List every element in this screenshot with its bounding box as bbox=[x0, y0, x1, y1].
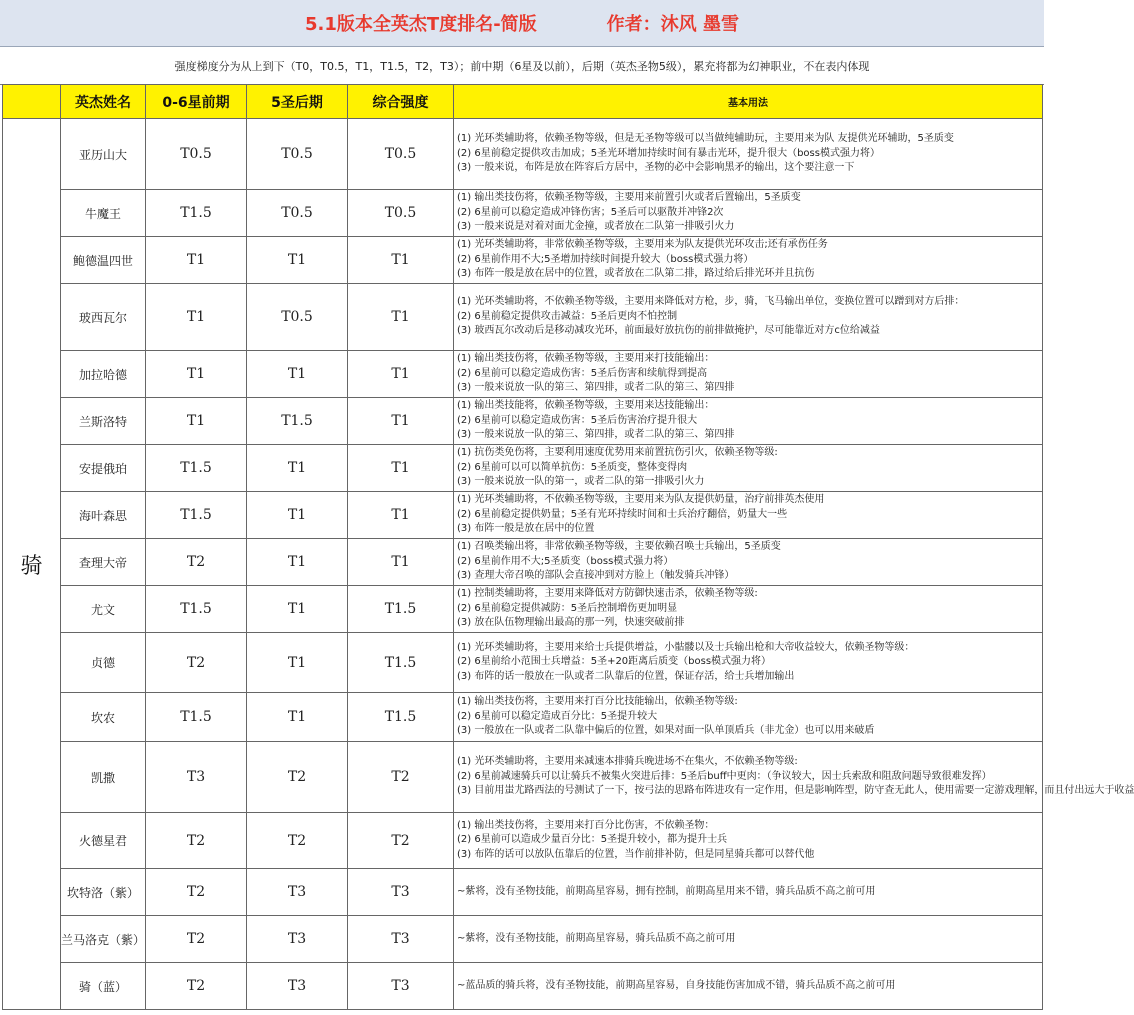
usage-line: (3) 一般来说放一队的第三、第四排，或者二队的第三、第四排 bbox=[457, 429, 735, 441]
usage-line: (3) 一般来说放一队的第一，或者二队的第一排吸引火力 bbox=[457, 476, 705, 488]
late-tier-cell: T1 bbox=[247, 539, 348, 586]
late-tier-cell: T0.5 bbox=[247, 190, 348, 237]
usage-cell bbox=[454, 398, 1043, 445]
late-tier-cell: T2 bbox=[247, 813, 348, 869]
usage-line: (2) 6星前可以稳定造成伤害：5圣后伤害和续航得到提高 bbox=[457, 367, 708, 379]
usage-line: (1) 输出类技伤将，依赖圣物等级，主要用来前置引火或者后置输出，5圣质变 bbox=[457, 192, 801, 204]
usage-cell bbox=[454, 916, 1043, 963]
description-text: 强度梯度分为从上到下（T0，T0.5，T1，T1.5，T2，T3）；前中期（6星及以前），后期（英杰圣物5级），累充将都为幻神职业，不在表内体现 bbox=[0, 47, 1044, 85]
hero-name-cell: 查理大帝 bbox=[61, 539, 146, 586]
usage-cell bbox=[454, 190, 1043, 237]
usage-line: (2) 6星前给小范围士兵增益：5圣+20距离后质变（boss模式强力将） bbox=[457, 656, 772, 668]
usage-line: (1) 输出类技能将，依赖圣物等级，主要用来达技能输出： bbox=[457, 400, 715, 412]
usage-line: (2) 6星前可以可以简单抗伤：5圣质变，整体变得肉 bbox=[457, 461, 688, 473]
hero-name-cell: 安提俄珀 bbox=[61, 445, 146, 492]
late-tier-cell: T1 bbox=[247, 237, 348, 284]
usage-line: (1) 输出类技伤将，主要用来打百分比伤害，不依赖圣物： bbox=[457, 819, 715, 831]
early-tier-cell: T1 bbox=[146, 284, 247, 351]
table-row bbox=[3, 963, 1043, 1010]
early-tier-cell: T2 bbox=[146, 813, 247, 869]
usage-line: ~紫将，没有圣物技能，前期高星容易，骑兵品质不高之前可用 bbox=[457, 932, 736, 944]
col-header-usage: 基本用法 bbox=[454, 85, 1043, 119]
late-tier-cell: T1 bbox=[247, 492, 348, 539]
table-row bbox=[3, 119, 1043, 190]
usage-cell bbox=[454, 492, 1043, 539]
overall-tier-cell: T1 bbox=[348, 445, 454, 492]
late-tier-cell: T1 bbox=[247, 445, 348, 492]
overall-tier-cell: T1 bbox=[348, 539, 454, 586]
usage-line: (3) 一般来说，布阵是放在阵容后方居中，圣物的必中会影响黑矛的输出，这个要注意一下 bbox=[457, 162, 855, 174]
usage-line: ~蓝品质的骑兵将，没有圣物技能，前期高星容易，自身技能伤害加成不错，骑兵品质不高之前可用 bbox=[457, 979, 896, 991]
table-row bbox=[3, 445, 1043, 492]
usage-line: (3) 布阵的话一般放在一队或者二队靠后的位置，保证存活，给士兵增加输出 bbox=[457, 670, 795, 682]
early-tier-cell: T2 bbox=[146, 963, 247, 1010]
hero-name-cell: 贞德 bbox=[61, 633, 146, 693]
early-tier-cell: T2 bbox=[146, 539, 247, 586]
late-tier-cell: T2 bbox=[247, 742, 348, 813]
usage-line: (3) 目前用蚩尤路西法的号测试了一下，按弓法的思路布阵进攻有一定作用，但是影响阵型，防守查无此人，使用需要一定游戏理解，而且付出远大于收益 bbox=[457, 785, 1134, 797]
table-row bbox=[3, 742, 1043, 813]
overall-tier-cell: T2 bbox=[348, 742, 454, 813]
usage-line: (1) 抗伤类免伤将，主要利用速度优势用来前置抗伤引火，依赖圣物等级: bbox=[457, 447, 778, 459]
table-row bbox=[3, 869, 1043, 916]
usage-cell bbox=[454, 119, 1043, 190]
col-header-early: 0-6星前期 bbox=[146, 85, 247, 119]
early-tier-cell: T1 bbox=[146, 398, 247, 445]
late-tier-cell: T1 bbox=[247, 586, 348, 633]
overall-tier-cell: T1 bbox=[348, 237, 454, 284]
corner-cell bbox=[3, 85, 61, 119]
table-row bbox=[3, 190, 1043, 237]
overall-tier-cell: T1 bbox=[348, 284, 454, 351]
late-tier-cell: T3 bbox=[247, 963, 348, 1010]
late-tier-cell: T3 bbox=[247, 869, 348, 916]
usage-line: (1) 光环类辅助将，不依赖圣物等级，主要用来为队友提供奶量，治疗前排英杰使用 bbox=[457, 494, 825, 506]
usage-line: (2) 6星前作用不大;5圣增加持续时间提升较大（boss模式强力将） bbox=[457, 253, 754, 265]
hero-name-cell: 骑（蓝） bbox=[61, 963, 146, 1010]
table-row bbox=[3, 284, 1043, 351]
usage-line: (1) 光环类辅助将，依赖圣物等级，但是无圣物等级可以当做纯辅助玩，主要用来为队 友提供光环辅助，5圣质变 bbox=[457, 133, 954, 145]
table-row bbox=[3, 813, 1043, 869]
usage-line: (1) 光环类辅助将，主要用来给士兵提供增益，小骷髅以及士兵输出枪和大帝收益较大，依赖圣物等级： bbox=[457, 641, 915, 653]
col-header-overall: 综合强度 bbox=[348, 85, 454, 119]
late-tier-cell: T1.5 bbox=[247, 398, 348, 445]
table-row bbox=[3, 237, 1043, 284]
usage-line: (2) 6星前可以稳定造成伤害：5圣后伤害治疗提升很大 bbox=[457, 414, 698, 426]
overall-tier-cell: T1 bbox=[348, 351, 454, 398]
usage-line: (2) 6星前可以造成少量百分比：5圣提升较小，都为提升士兵 bbox=[457, 834, 728, 846]
table-row bbox=[3, 586, 1043, 633]
late-tier-cell: T1 bbox=[247, 633, 348, 693]
hero-name-cell: 火德星君 bbox=[61, 813, 146, 869]
usage-cell bbox=[454, 869, 1043, 916]
late-tier-cell: T3 bbox=[247, 916, 348, 963]
col-header-name: 英杰姓名 bbox=[61, 85, 146, 119]
late-tier-cell: T0.5 bbox=[247, 284, 348, 351]
usage-line: (2) 6星前可以稳定造成百分比：5圣提升较大 bbox=[457, 710, 658, 722]
early-tier-cell: T1.5 bbox=[146, 586, 247, 633]
usage-line: (1) 光环类辅助将，不依赖圣物等级，主要用来降低对方枪，步，骑，飞马输出单位，变换位置可以蹭到对方后排： bbox=[457, 296, 965, 308]
usage-cell bbox=[454, 813, 1043, 869]
usage-cell bbox=[454, 351, 1043, 398]
usage-line: (3) 布阵一般是放在居中的位置，或者放在二队第二排，路过给后排光环并且抗伤 bbox=[457, 268, 815, 280]
sheet-title: 5.1版本全英杰T度排名-简版 bbox=[305, 14, 537, 35]
hero-name-cell: 坎特洛（紫） bbox=[61, 869, 146, 916]
usage-line: (3) 一般来说放一队的第三、第四排，或者二队的第三、第四排 bbox=[457, 382, 735, 394]
early-tier-cell: T1.5 bbox=[146, 445, 247, 492]
overall-tier-cell: T0.5 bbox=[348, 190, 454, 237]
hero-name-cell: 凯撒 bbox=[61, 742, 146, 813]
early-tier-cell: T1 bbox=[146, 237, 247, 284]
hero-name-cell: 鲍德温四世 bbox=[61, 237, 146, 284]
hero-name-cell: 兰斯洛特 bbox=[61, 398, 146, 445]
hero-name-cell: 尤文 bbox=[61, 586, 146, 633]
usage-line: ~紫将，没有圣物技能，前期高星容易，拥有控制，前期高星用来不错，骑兵品质不高之前可用 bbox=[457, 885, 876, 897]
author-label: 作者：沐风 墨雪 bbox=[606, 14, 739, 35]
hero-name-cell: 亚历山大 bbox=[61, 119, 146, 190]
usage-line: (1) 输出类技伤将，主要用来打百分比技能输出，依赖圣物等级: bbox=[457, 696, 738, 708]
overall-tier-cell: T3 bbox=[348, 963, 454, 1010]
early-tier-cell: T2 bbox=[146, 916, 247, 963]
late-tier-cell: T1 bbox=[247, 693, 348, 742]
usage-line: (1) 光环类辅助将，非常依赖圣物等级，主要用来为队友提供光环攻击;还有承伤任务 bbox=[457, 239, 828, 251]
usage-line: (3) 查理大帝召唤的部队会直接冲到对方脸上（触发骑兵冲锋） bbox=[457, 570, 735, 582]
early-tier-cell: T1 bbox=[146, 351, 247, 398]
title-bar bbox=[0, 0, 1044, 47]
table-row bbox=[3, 693, 1043, 742]
usage-line: (1) 输出类技伤将，依赖圣物等级，主要用来打技能输出： bbox=[457, 353, 715, 365]
hero-name-cell: 加拉哈德 bbox=[61, 351, 146, 398]
usage-cell bbox=[454, 284, 1043, 351]
usage-line: (2) 6星前稳定提供攻击加成；5圣光环增加持续时间有暴击光环，提升很大（boss模式强力将） bbox=[457, 147, 880, 159]
usage-cell bbox=[454, 586, 1043, 633]
overall-tier-cell: T1.5 bbox=[348, 586, 454, 633]
category-cell: 骑 bbox=[3, 119, 61, 1010]
overall-tier-cell: T3 bbox=[348, 869, 454, 916]
overall-tier-cell: T1.5 bbox=[348, 633, 454, 693]
usage-cell bbox=[454, 633, 1043, 693]
table-row bbox=[3, 539, 1043, 586]
overall-tier-cell: T1 bbox=[348, 398, 454, 445]
hero-name-cell: 海叶森思 bbox=[61, 492, 146, 539]
overall-tier-cell: T3 bbox=[348, 916, 454, 963]
usage-cell bbox=[454, 693, 1043, 742]
table-row bbox=[3, 398, 1043, 445]
early-tier-cell: T0.5 bbox=[146, 119, 247, 190]
tier-table bbox=[2, 84, 1134, 1010]
usage-line: (3) 布阵一般是放在居中的位置 bbox=[457, 523, 595, 535]
usage-line: (2) 6星前稳定提供攻击减益：5圣后更肉不怕控制 bbox=[457, 310, 678, 322]
usage-line: (3) 玻西瓦尔改动后是移动减攻光环，前面最好放抗伤的前排做掩护，尽可能靠近对方c位给减益 bbox=[457, 325, 880, 337]
overall-tier-cell: T1.5 bbox=[348, 693, 454, 742]
usage-line: (1) 控制类辅助将，主要用来降低对方防御快速击杀，依赖圣物等级: bbox=[457, 588, 758, 600]
usage-line: (3) 一般来说是对着对面尤金撞，或者放在二队第一排吸引火力 bbox=[457, 221, 735, 233]
usage-line: (2) 6星前作用不大;5圣质变（boss模式强力将） bbox=[457, 555, 674, 567]
header-row bbox=[3, 85, 1043, 119]
usage-cell bbox=[454, 445, 1043, 492]
hero-name-cell: 玻西瓦尔 bbox=[61, 284, 146, 351]
usage-cell bbox=[454, 742, 1134, 813]
early-tier-cell: T1.5 bbox=[146, 693, 247, 742]
usage-cell bbox=[454, 963, 1043, 1010]
col-header-late: 5圣后期 bbox=[247, 85, 348, 119]
table-row bbox=[3, 351, 1043, 398]
overall-tier-cell: T0.5 bbox=[348, 119, 454, 190]
late-tier-cell: T1 bbox=[247, 351, 348, 398]
usage-line: (2) 6星前可以稳定造成冲锋伤害；5圣后可以驱散并冲锋2次 bbox=[457, 206, 724, 218]
early-tier-cell: T1.5 bbox=[146, 492, 247, 539]
overall-tier-cell: T2 bbox=[348, 813, 454, 869]
usage-cell bbox=[454, 237, 1043, 284]
usage-line: (2) 6星前减速骑兵可以让骑兵不被集火突进后排：5圣后buff中更肉：（争议较大，因士兵索敌和阻敌问题导致很难发挥） bbox=[457, 770, 992, 782]
hero-name-cell: 牛魔王 bbox=[61, 190, 146, 237]
late-tier-cell: T0.5 bbox=[247, 119, 348, 190]
usage-line: (1) 召唤类输出将，非常依赖圣物等级，主要依赖召唤士兵输出，5圣质变 bbox=[457, 541, 781, 553]
usage-line: (1) 光环类辅助将，主要用来减速本排骑兵晚进场不在集火，不依赖圣物等级: bbox=[457, 756, 798, 768]
hero-name-cell: 坎农 bbox=[61, 693, 146, 742]
early-tier-cell: T2 bbox=[146, 633, 247, 693]
table-row bbox=[3, 916, 1043, 963]
table-row bbox=[3, 633, 1043, 693]
usage-line: (3) 布阵的话可以放队伍靠后的位置，当作前排补防，但是同星骑兵都可以替代他 bbox=[457, 848, 815, 860]
usage-line: (2) 6星前稳定提供奶量；5圣有光环持续时间和士兵治疗翻倍，奶量大一些 bbox=[457, 508, 788, 520]
hero-name-cell: 兰马洛克（紫） bbox=[61, 916, 146, 963]
overall-tier-cell: T1 bbox=[348, 492, 454, 539]
early-tier-cell: T1.5 bbox=[146, 190, 247, 237]
usage-line: (3) 放在队伍物理输出最高的那一列，快速突破前排 bbox=[457, 617, 685, 629]
usage-line: (3) 一般放在一队或者二队靠中偏后的位置，如果对面一队单顶盾兵（非尤金）也可以用来破盾 bbox=[457, 725, 875, 737]
usage-line: (2) 6星前稳定提供减防：5圣后控制増伤更加明显 bbox=[457, 602, 678, 614]
table-row bbox=[3, 492, 1043, 539]
usage-cell bbox=[454, 539, 1043, 586]
early-tier-cell: T3 bbox=[146, 742, 247, 813]
early-tier-cell: T2 bbox=[146, 869, 247, 916]
